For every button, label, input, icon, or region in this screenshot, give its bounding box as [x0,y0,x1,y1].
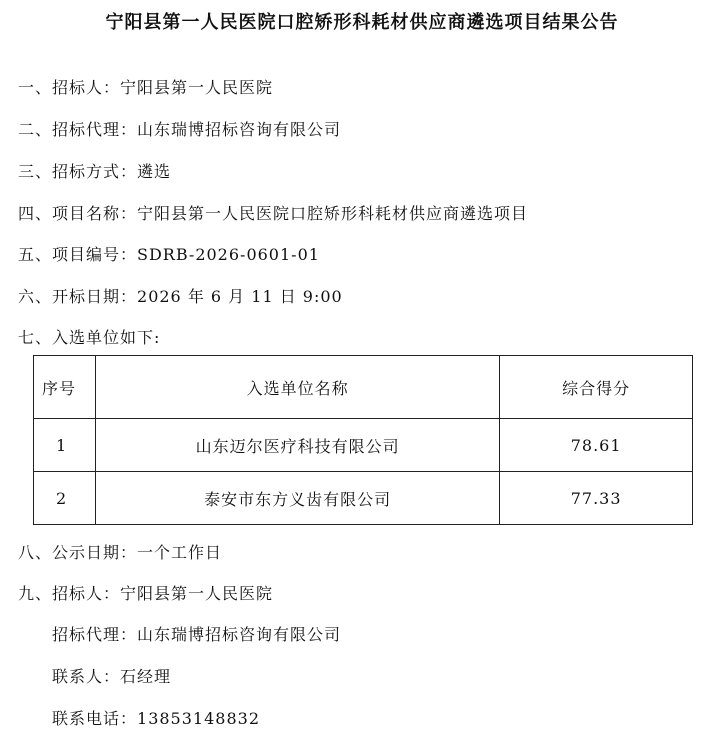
header-no: 序号 [34,356,96,419]
agency-value: 山东瑞博招标咨询有限公司 [137,120,342,139]
project-name-label: 四、项目名称： [18,204,138,223]
agency-label: 二、招标代理： [18,120,138,139]
method-label: 三、招标方式： [18,162,138,181]
project-name-value: 宁阳县第一人民医院口腔矫形科耗材供应商遴选项目 [137,204,529,223]
contact-agency-line [52,622,341,645]
contact-phone-line [52,706,260,729]
contact-agency-label: 招标代理： [52,625,138,644]
contact-tenderer-label: 九、招标人： [18,584,121,603]
cell-name: 泰安市东方义齿有限公司 [95,472,499,525]
opening-date-label: 六、开标日期： [18,287,138,306]
project-number-value: SDRB-2026-0601-01 [137,245,320,264]
table-row [34,472,693,525]
publicity-line [18,540,222,563]
tenderer-label: 一、招标人： [18,78,121,97]
header-name: 入选单位名称 [95,356,499,419]
project-name-line [18,201,528,224]
method-value: 遴选 [137,162,172,181]
cell-score: 78.61 [500,419,693,472]
publicity-value: 一个工作日 [137,543,223,562]
contact-person-value: 石经理 [120,667,172,686]
publicity-label: 八、公示日期： [18,543,138,562]
results-table [33,355,693,525]
contact-person-label: 联系人： [52,667,121,686]
cell-name: 山东迈尔医疗科技有限公司 [95,419,499,472]
header-score: 综合得分 [500,356,693,419]
agency-line [18,117,341,140]
page-title: 宁阳县第一人民医院口腔矫形科耗材供应商遴选项目结果公告 [105,12,619,33]
project-number-label: 五、项目编号： [18,245,138,264]
cell-no: 2 [34,472,96,525]
tenderer-value: 宁阳县第一人民医院 [120,78,274,97]
contact-agency-value: 山东瑞博招标咨询有限公司 [137,625,342,644]
table-header-row [34,356,693,419]
method-line [18,159,171,182]
contact-tenderer-line [18,581,273,604]
project-number-line [18,242,320,265]
cell-no: 1 [34,419,96,472]
contact-person-line [52,664,171,687]
contact-phone-value: 13853148832 [137,709,260,728]
cell-score: 77.33 [500,472,693,525]
opening-date-value: 2026 年 6 月 11 日 9:00 [137,287,343,306]
selected-units-label: 七、入选单位如下: [18,328,161,347]
tenderer-line [18,75,273,98]
table-row [34,419,693,472]
contact-tenderer-value: 宁阳县第一人民医院 [120,584,274,603]
selected-units-heading [18,325,160,348]
opening-date-line [18,284,343,307]
contact-phone-label: 联系电话： [52,709,138,728]
